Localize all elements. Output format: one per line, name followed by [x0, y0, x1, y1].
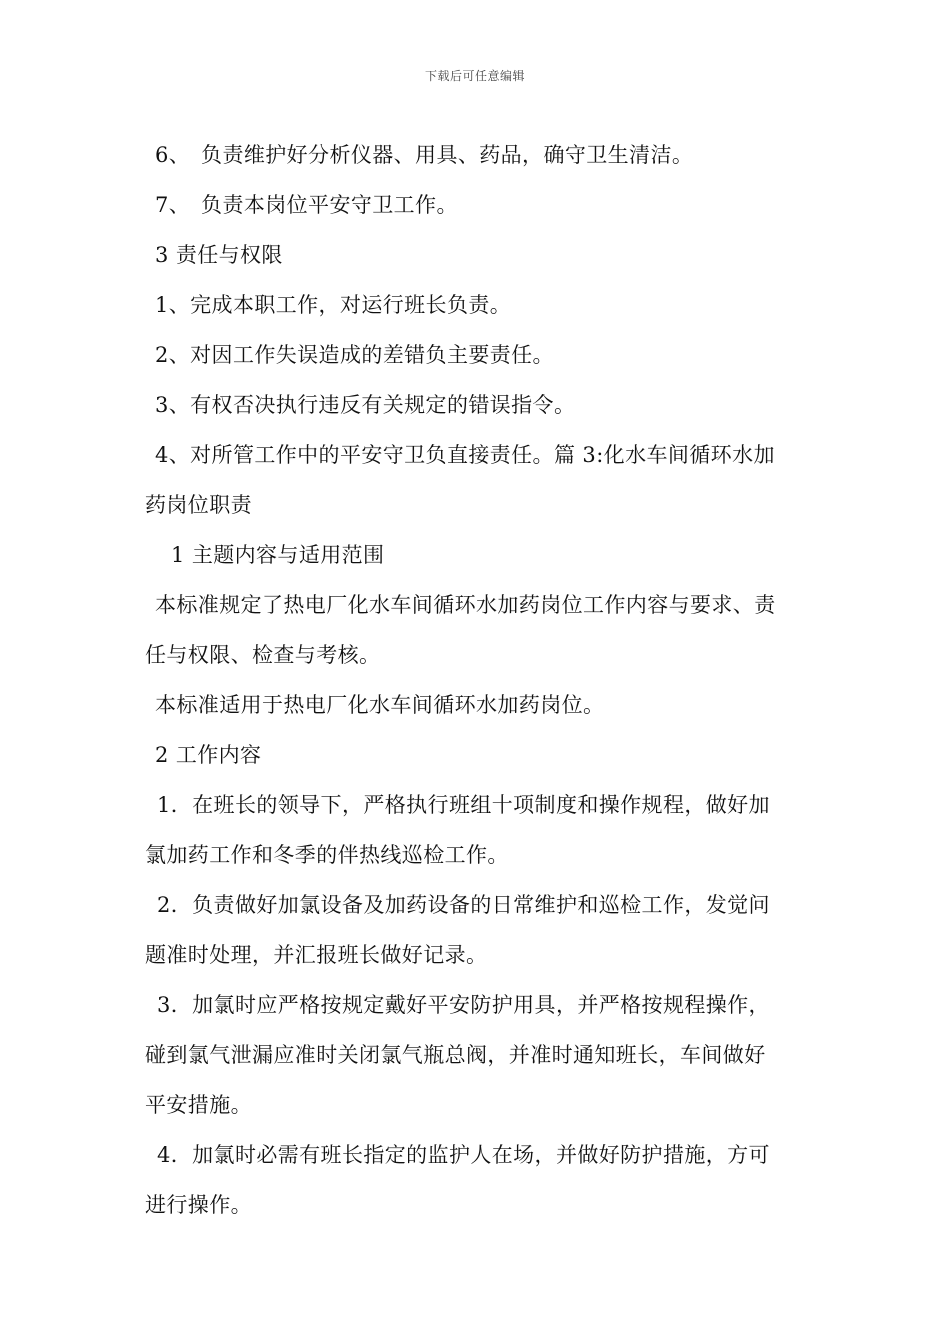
list-item-work-4: 4．加氯时必需有班长指定的监护人在场，并做好防护措施，方可 — [157, 1143, 770, 1167]
list-item-6: 6、 负责维护好分析仪器、用具、药品，确守卫生清洁。 — [155, 143, 694, 167]
list-item-3: 3、有权否决执行违反有关规定的错误指令。 — [155, 393, 576, 417]
paragraph-line: 本标准适用于热电厂化水车间循环水加药岗位。 — [155, 693, 605, 717]
paragraph-continuation: 碰到氯气泄漏应准时关闭氯气瓶总阀，并准时通知班长，车间做好 — [145, 1043, 766, 1067]
document-body — [145, 130, 815, 1230]
paragraph-continuation: 任与权限、检查与考核。 — [145, 643, 381, 667]
list-item-4: 4、对所管工作中的平安守卫负直接责任。篇 3:化水车间循环水加 — [155, 443, 775, 467]
paragraph-continuation: 平安措施。 — [145, 1093, 252, 1117]
section-heading-responsibility: 3 责任与权限 — [155, 243, 283, 267]
list-item-work-3: 3．加氯时应严格按规定戴好平安防护用具，并严格按规程操作， — [157, 993, 770, 1017]
paragraph-continuation: 氯加药工作和冬季的伴热线巡检工作。 — [145, 843, 509, 867]
section-heading-work-content: 2 工作内容 — [155, 743, 262, 767]
page-header: 下载后可任意编辑 — [424, 69, 525, 83]
paragraph-continuation: 药岗位职责 — [145, 493, 252, 517]
list-item-7: 7、 负责本岗位平安守卫工作。 — [155, 193, 458, 217]
section-heading-scope: 1 主题内容与适用范围 — [171, 543, 385, 567]
list-item-work-1: 1．在班长的领导下，严格执行班组十项制度和操作规程，做好加 — [157, 793, 770, 817]
list-item-2: 2、对因工作失误造成的差错负主要责任。 — [155, 343, 554, 367]
paragraph-line: 本标准规定了热电厂化水车间循环水加药岗位工作内容与要求、责 — [155, 593, 776, 617]
paragraph-continuation: 进行操作。 — [145, 1193, 252, 1217]
list-item-1: 1、完成本职工作，对运行班长负责。 — [155, 293, 512, 317]
paragraph-continuation: 题准时处理，并汇报班长做好记录。 — [145, 943, 488, 967]
list-item-work-2: 2．负责做好加氯设备及加药设备的日常维护和巡检工作，发觉问 — [157, 893, 770, 917]
